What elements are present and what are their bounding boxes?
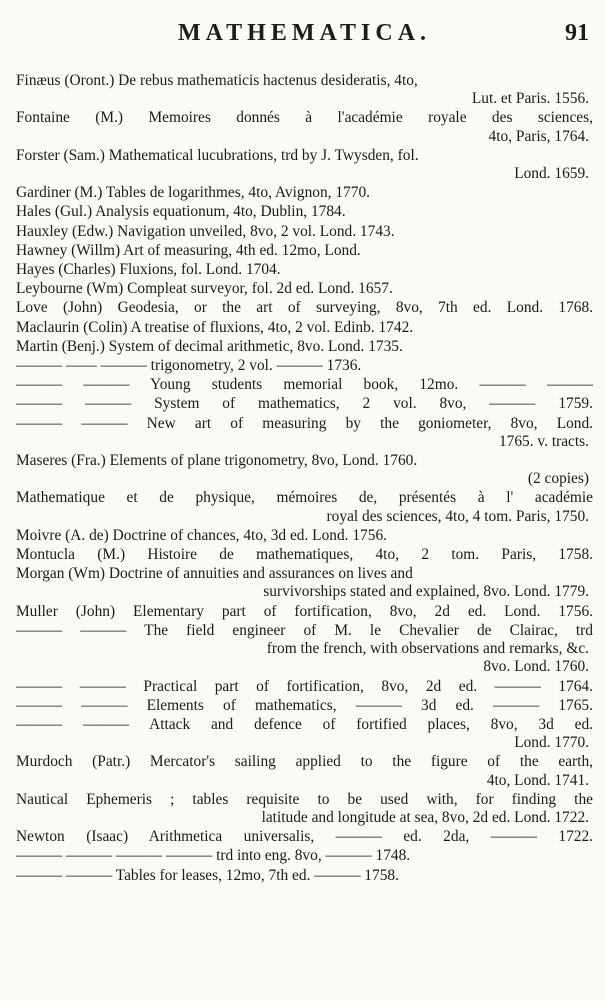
catalogue-entry (16, 678, 593, 696)
entry-continuation-line: Lut. et Paris. 1556. (471, 90, 589, 108)
entry-line: Newton (Isaac) Arithmetica universalis, ——— ed. 2da, ——— 1722. (16, 828, 593, 846)
entry-line: Love (John) Geodesia, or the art of surveying, 8vo, 7th ed. Lond. 1768. (16, 299, 593, 317)
entry-line: Martin (Benj.) System of decimal arithmetic, 8vo. Lond. 1735. (16, 337, 403, 355)
catalogue-entry (16, 622, 593, 677)
catalogue-entry (16, 280, 593, 298)
catalogue-entry (16, 338, 593, 356)
catalogue-entry (16, 489, 593, 525)
running-title: MATHEMATICA. (177, 20, 432, 46)
catalogue-entry (16, 546, 593, 564)
entry-line: Maseres (Fra.) Elements of plane trigonometry, 8vo, Lond. 1760. (16, 452, 418, 470)
catalogue-entry (16, 828, 593, 846)
entry-continuation-line: (2 copies) (527, 470, 589, 488)
catalogue-entry (16, 203, 593, 221)
catalogue-entry (16, 565, 593, 601)
entry-continuation-line: Lond. 1770. (514, 734, 589, 752)
catalogue-entry (16, 847, 593, 865)
entry-line: Nautical Ephemeris ; tables requisite to be used with, for finding the (16, 790, 593, 808)
catalogue-entry (16, 452, 593, 488)
catalogue-entry (16, 319, 593, 337)
catalogue-entry (16, 109, 593, 145)
entry-line: Hayes (Charles) Fluxions, fol. Lond. 1704. (16, 261, 281, 279)
entry-line: Maclaurin (Colin) A treatise of fluxions, 4to, 2 vol. Edinb. 1742. (16, 318, 414, 336)
entry-line: ——— ——— The field engineer of M. le Chevalier de Clairac, trd (16, 621, 593, 639)
entry-line: Murdoch (Patr.) Mercator's sailing applied to the figure of the earth, (16, 753, 593, 771)
entry-continuation-line: 8vo. Lond. 1760. (483, 658, 589, 676)
page-header (16, 10, 593, 50)
catalogue-entries (16, 72, 593, 885)
entry-line: Forster (Sam.) Mathematical lucubrations, trd by J. Twysden, fol. (16, 146, 419, 164)
entry-line: Morgan (Wm) Doctrine of annuities and assurances on lives and (16, 565, 413, 583)
entry-line: ——— ——— Elements of mathematics, ——— 3d ed. ——— 1765. (16, 696, 593, 714)
entry-line: Muller (John) Elementary part of fortification, 8vo, 2d ed. Lond. 1756. (16, 602, 593, 620)
entry-continuation-line: 1765. v. tracts. (498, 432, 589, 450)
entry-continuation-line: survivorships stated and explained, 8vo. Lond. 1779. (263, 583, 589, 601)
entry-continuation-line: royal des sciences, 4to, 4 tom. Paris, 1750. (326, 507, 589, 525)
catalogue-entry (16, 753, 593, 789)
catalogue-entry (16, 357, 593, 375)
catalogue-entry (16, 223, 593, 241)
entry-continuation-line: Lond. 1659. (514, 165, 589, 183)
entry-continuation-line: 4to, Lond. 1741. (486, 771, 589, 789)
catalogue-entry (16, 603, 593, 621)
entry-continuation-line: 4to, Paris, 1764. (488, 127, 589, 145)
catalogue-entry (16, 72, 593, 108)
entry-line: Hales (Gul.) Analysis equationum, 4to, Dublin, 1784. (16, 203, 346, 221)
catalogue-entry (16, 791, 593, 827)
catalogue-entry (16, 716, 593, 752)
entry-line: ——— ——— ——— ——— trd into eng. 8vo, ——— 1748. (16, 847, 411, 865)
entry-line: Hauxley (Edw.) Navigation unveiled, 8vo, 2 vol. Lond. 1743. (16, 222, 395, 240)
catalogue-entry (16, 299, 593, 317)
entry-line: Mathematique et de physique, mémoires de, présentés à l' académie (16, 489, 593, 507)
catalogue-entry (16, 867, 593, 885)
entry-continuation-line: latitude and longitude at sea, 8vo, 2d ed. Lond. 1722. (261, 808, 589, 826)
entry-line: ——— ——— New art of measuring by the goniometer, 8vo, Lond. (16, 414, 593, 432)
catalogue-entry (16, 395, 593, 413)
entry-line: Montucla (M.) Histoire de mathematiques, 4to, 2 tom. Paris, 1758. (16, 546, 593, 564)
catalogue-entry (16, 527, 593, 545)
entry-line: Hawney (Willm) Art of measuring, 4th ed. 12mo, Lond. (16, 241, 361, 259)
page-number: 91 (565, 20, 589, 46)
entry-continuation-line: from the french, with observations and remarks, &c. (266, 640, 589, 658)
catalogue-entry (16, 242, 593, 260)
entry-line: Finæus (Oront.) De rebus mathematicis hactenus desideratis, 4to, (16, 72, 418, 89)
entry-line: ——— ——— Young students memorial book, 12mo. ——— ——— (16, 376, 593, 394)
catalogue-entry (16, 184, 593, 202)
entry-line: Moivre (A. de) Doctrine of chances, 4to, 3d ed. Lond. 1756. (16, 526, 387, 544)
entry-line: ——— ——— Attack and defence of fortified places, 8vo, 3d ed. (16, 715, 593, 733)
catalogue-entry (16, 697, 593, 715)
entry-line: Gardiner (M.) Tables de logarithmes, 4to, Avignon, 1770. (16, 184, 370, 202)
entry-line: ——— ——— Tables for leases, 12mo, 7th ed. ——— 1758. (16, 866, 399, 884)
catalogue-entry (16, 376, 593, 394)
catalogue-entry (16, 147, 593, 183)
entry-line: ——— ——— Practical part of fortification, 8vo, 2d ed. ——— 1764. (16, 677, 593, 695)
entry-line: ——— —— ——— trigonometry, 2 vol. ——— 1736. (16, 357, 362, 375)
entry-line: Leybourne (Wm) Compleat surveyor, fol. 2d ed. Lond. 1657. (16, 280, 393, 298)
catalogue-entry (16, 261, 593, 279)
entry-line: ——— ——— System of mathematics, 2 vol. 8vo, ——— 1759. (16, 395, 593, 413)
entry-line: Fontaine (M.) Memoires donnés à l'académie royale des sciences, (16, 109, 593, 127)
catalogue-entry (16, 415, 593, 451)
